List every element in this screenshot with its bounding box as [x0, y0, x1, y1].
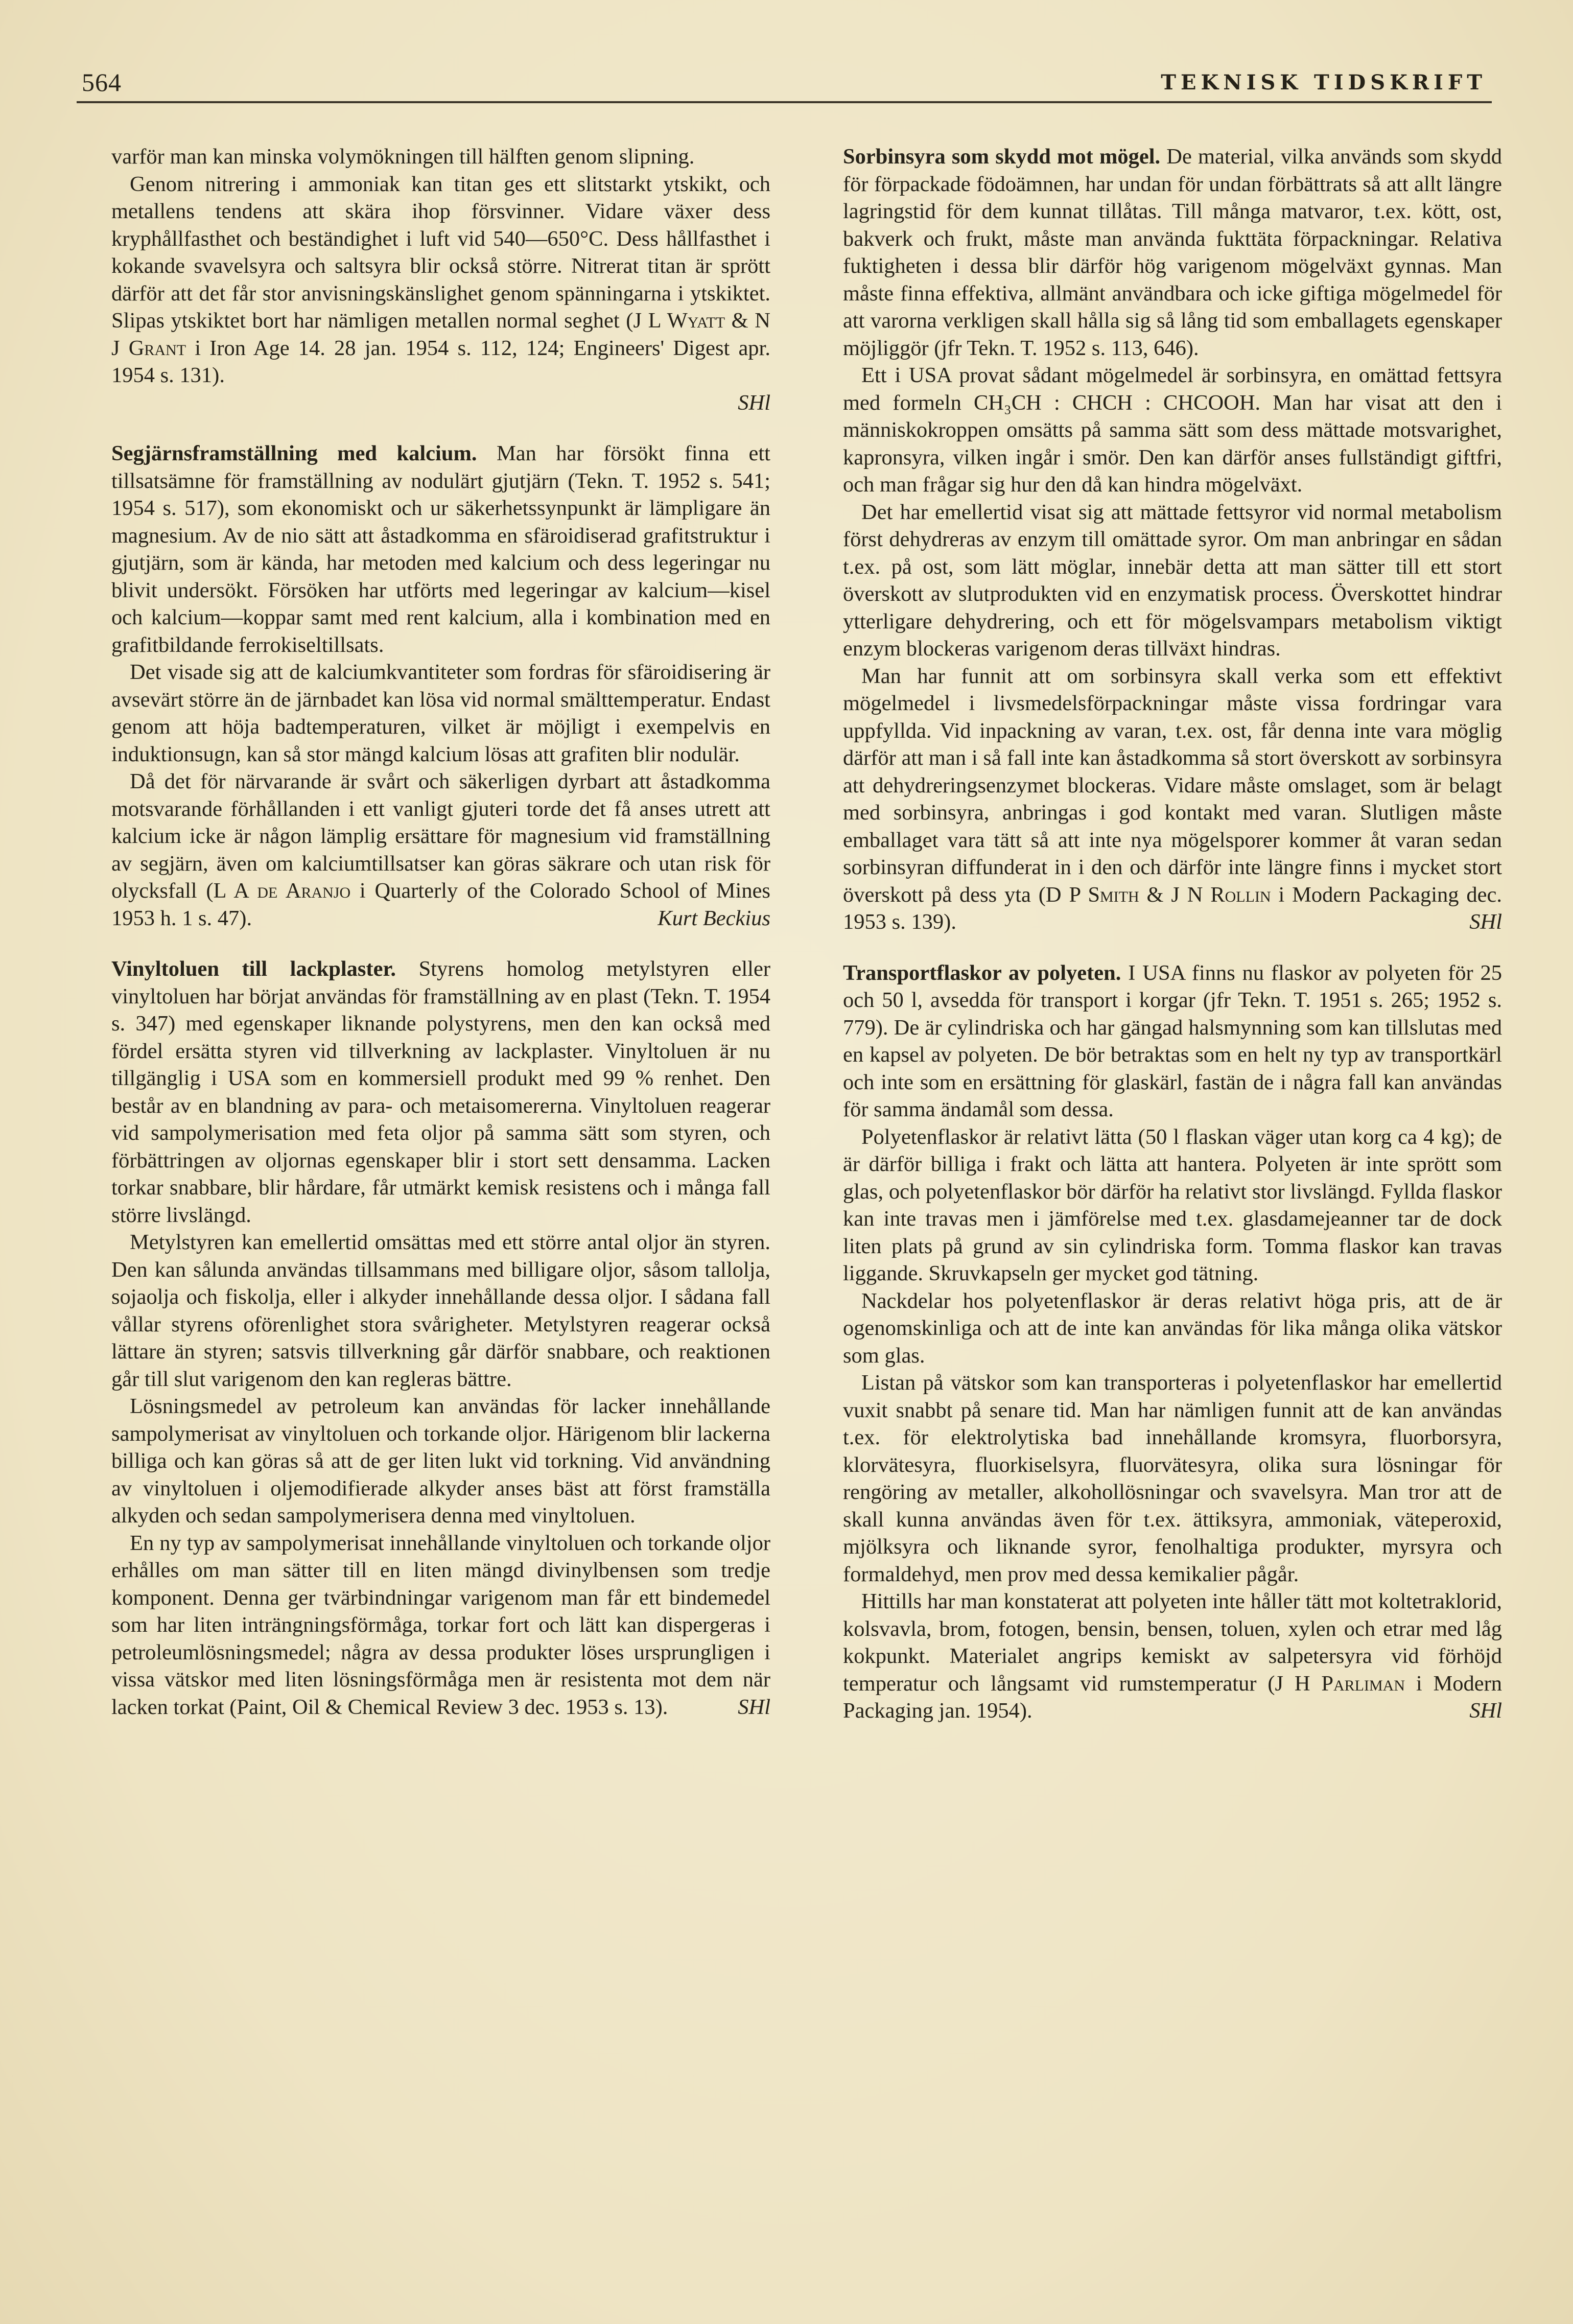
- paragraph-text: Man har försökt finna ett tillsatsämne för framställning av nodulärt gjutjärn (Tekn. T. 1952 s. 541; 1954 s. 517), som ekonomiskt och ur säkerhetssynpunkt är lämpligare än magnesium. Av de nio sätt att åstadkomma en sfäroidiserad grafitstruktur i gjutjärn, som är kända, har metoden med kalcium och dess legeringar nu blivit undersökt. Försöken har utförts med legeringar av kalcium—kisel och kalcium—koppar samt med rent kalcium, alla i kombination med en grafitbildande ferrokiseltillsats.: [111, 441, 770, 657]
- article-titan: [111, 143, 770, 416]
- left-column: [111, 143, 770, 1744]
- paragraph-text: Då det för närvarande är svårt och säkerligen dyrbart att åstadkomma motsvarande förhållanden i ett vanligt gjuteri torde det få anses utrett att kalcium icke är någon lämplig ersättare för magnesium vid framställning av segjärn, även om kalciumtillsatser kan göras säkrare och utan risk för olycksfall (L A: [111, 769, 770, 903]
- paragraph: Det har emellertid visat sig att mättade fettsyror vid normal metabolism först dehydreras av enzym till omättade syror. Om man anbringar en sådan t.ex. på ost, som lätt möglar, innebär detta att man sätter till ett stort överskott av slutprodukten vid en enzymatisk process. Överskottet hindrar ytterligare dehydrering, och ett för mögelsvampars metabolism viktigt enzym blockeras varigenom deras tillväxt hindras.: [843, 500, 1502, 661]
- paragraph: [843, 959, 1502, 1123]
- paragraph-text: i Iron Age 14. 28 jan. 1954 s. 112, 124; Engineers' Digest apr. 1954 s. 131).: [111, 336, 770, 387]
- signature: Kurt Beckius: [658, 906, 770, 930]
- paragraph: Nackdelar hos polyetenflaskor är deras relativt höga pris, att de är ogenomskinliga och att de inte kan användas för lika många olika vätskor som glas.: [843, 1288, 1502, 1368]
- paragraph: [111, 955, 770, 1229]
- article-heading: Segjärnsframställning med kalcium.: [111, 441, 477, 465]
- paragraph: Polyetenflaskor är relativt lätta (50 l flaskan väger utan korg ca 4 kg); de är därför billiga i frakt och lätta att hantera. Polyeten är inte sprött som glas, och polyetenflaskor bör därför ha relativt stor livslängd. Fyllda flaskor kan inte travas men i jämförelse med t.ex. glasdamejeanner tar de dock liten plats på grund av sin cylindriska form. Tomma flaskor kan travas liggande. Skruvkapseln ger mycket god tätning.: [843, 1124, 1502, 1285]
- paragraph: Listan på vätskor som kan transporteras i polyetenflaskor har emellertid vuxit snabbt på senare tid. Man har nämligen funnit att de kan användas t.ex. för elektrolytiska bad innehållande kromsyra, fluorborsyra, klorvätesyra, fluorkiselsyra, fluorvätesyra, olika sura lösningar för rengöring av metaller, alkohollösningar och svavelsyra. Man tror att de skall kunna användas även för t.ex. ättiksyra, ammoniak, väteperoxid, mjölksyra och liknande syror, fenolhaltiga produkter, myrsyra och formaldehyd, men prov med dessa kemikalier pågår.: [843, 1371, 1502, 1586]
- page-header: [77, 60, 1492, 103]
- paragraph: varför man kan minska volymökningen till hälften genom slipning.: [111, 145, 695, 169]
- paragraph: [111, 440, 770, 659]
- paragraph: [843, 143, 1502, 362]
- paragraph: [111, 1530, 770, 1721]
- paragraph-text: & N J: [111, 309, 770, 360]
- paragraph: [843, 1588, 1502, 1725]
- paragraph-text: Hittills har man konstaterat att polyeten inte håller tätt mot koltetraklorid, kolsvavla, brom, fotogen, bensin, bensen, toluen, xylen och etrar med låg kokpunkt. Materialet angrips kemiskt av salpetersyra vid förhöjd temperatur och långsamt vid rumstemperatur (J H: [843, 1589, 1502, 1696]
- article-vinyltoluen: [111, 955, 770, 1721]
- page-number: 564: [82, 68, 122, 97]
- paragraph: Det visade sig att de kalciumkvantiteter som fordras för sfäroidisering är avsevärt större än de järnbadet kan lösa vid normal smälttemperatur. Endast genom att höja badtemperaturen, vilket är möjligt i exempelvis en induktionsugn, kan så stor mängd kalcium lösas att grafiten blir nodulär.: [111, 660, 770, 766]
- paragraph-text: Man har funnit att om sorbinsyra skall verka som ett effektivt mögelmedel i livsmedelsförpackningar måste vissa fordringar vara uppfyllda. Vid inpackning av varan, t.ex. ost, får denna inte vara möglig därför att man i så fall inte kan åstadkomma så stort överskott av sorbinsyra att dehydreringsenzymet blockeras. Vidare måste omslaget, som är belagt med sorbinsyra, anbringas i god kontakt med varan. Slutligen måste emballaget vara tätt så att inte nya mögelsporer kommer åt varan sedan sorbinsyran diffunderat in i den och därför inte längre finns i mycket stort överskott på dess yta (D P: [843, 664, 1502, 907]
- journal-title: TEKNISK TIDSKRIFT: [1161, 71, 1487, 95]
- paragraph-text: i Modern Packaging jan. 1954).: [843, 1671, 1502, 1723]
- signature: SHl: [738, 390, 770, 415]
- paragraph-text: i Modern Packaging dec. 1953 s. 139).: [843, 882, 1502, 934]
- paragraph-text: Styrens homolog metylstyren eller vinyltoluen har börjat användas för framställning av en plast (Tekn. T. 1954 s. 347) med egenskaper liknande polystyrens, men den kan också med fördel ersätta styren vid tillverkning av lackplaster. Vinyltoluen är nu tillgänglig i USA som en kommersiell produkt med 99 % renhet. Den består av en blandning av para- och metaisomererna. Vinyltoluen reagerar vid sampolymerisation med feta oljor på samma sätt som styren, och förbättringen av oljornas egenskaper blir i stort sett densamma. Lacken torkar snabbare, blir hårdare, får utmärkt kemisk resistens och i många fall större livslängd.: [111, 957, 771, 1227]
- right-column: [843, 143, 1502, 1748]
- article-heading: Transportflaskor av polyeten.: [843, 960, 1121, 985]
- signature: SHl: [1469, 1699, 1502, 1723]
- paragraph-text: i Quarterly of the Colorado School of Mines 1953 h. 1 s. 47).: [111, 879, 770, 930]
- paragraph-text: En ny typ av sampolymerisat innehållande vinyltoluen och torkande oljor erhålles om man sätter till en liten mängd divinylbensen som tredje komponent. Denna ger tvärbindningar varigenom man får ett bindemedel som har liten inträngningsförmåga, torkar fort och lätt kan dispergeras i petroleumlösningsmedel; några av dessa produkter löses ursprungligen i vissa vätskor med liten lösningsförmåga men är resistenta mot dem när lacken torkat (Paint, Oil & Chemical Review 3 dec. 1953 s. 13).: [111, 1531, 770, 1719]
- paragraph: [111, 768, 770, 932]
- author-name: Rollin: [1210, 882, 1271, 907]
- paragraph: Metylstyren kan emellertid omsättas med ett större antal oljor än styren. Den kan sålunda användas tillsammans med billigare oljor, såsom tallolja, sojaolja och fiskolja, eller i alkyder innehållande dessa oljor. I sådana fall vållar styrens oförenlighet stora svårigheter. Metylstyren reagerar också lättare än styren; satsvis tillverkning går därför snabbare, och reaktionen går till slut varigenom den kan regleras bättre.: [111, 1230, 770, 1391]
- signature: SHl: [738, 1695, 770, 1719]
- paragraph: Ett i USA provat sådant mögelmedel är sorbinsyra, en omättad fettsyra med formeln CH₃CH : CHCH : CHCOOH. Man har visat att den i människokroppen omsätts på samma sätt som dess mättade motsvarighet, kapronsyra, vilken ingår i smör. Den kan därför anses fullständigt giftfri, och man frågar sig hur den då kan hindra mögelväxt.: [843, 363, 1502, 497]
- paragraph-text: & J N: [1139, 882, 1211, 907]
- author-name: Grant: [128, 336, 186, 360]
- signature: SHl: [1469, 910, 1502, 934]
- paragraph-text: De material, vilka används som skydd för förpackade födoämnen, har undan för undan förbättrats så att allt längre lagringstid för dem kunnat tillåtas. Till många matvaror, t.ex. kött, ost, bakverk och frukt, måste man använda fukttäta förpackningar. Relativa fuktigheten i dessa blir därför hög varigenom mögelväxt gynnas. Man måste finna effektiva, allmänt användbara och icke giftiga mögelmedel för att varorna verkligen skall hålla sig så lång tid som emballagets egenskaper möjliggör (jfr Tekn. T. 1952 s. 113, 646).: [843, 145, 1502, 360]
- paragraph-text: Genom nitrering i ammoniak kan titan ges ett slitstarkt ytskikt, och metallens tendens att skära ihop försvinner. Vidare växer dess kryphållfasthet och beständighet i luft vid 540—650°C. Dess hållfasthet i kokande svavelsyra och saltsyra blir också större. Nitrerat titan är sprött därför att det får stor anvisningskänslighet genom spänningarna i ytskiktet. Slipas ytskiktet bort har nämligen metallen normal seghet (J L: [111, 172, 770, 333]
- article-heading: Sorbinsyra som skydd mot mögel.: [843, 145, 1161, 169]
- author-name: Smith: [1088, 882, 1139, 907]
- article-segjarn: [111, 440, 770, 932]
- paragraph: [111, 171, 770, 389]
- paragraph: Lösningsmedel av petroleum kan användas för lacker innehållande sampolymerisat av vinyltoluen och torkande oljor. Härigenom blir lackerna billiga och kan göras så att de ger liten lukt vid torkning. Vid användning av vinyltoluen i oljemodifierade alkyder anses bäst att först framställa alkyden och sedan sampolymerisera denna med vinyltoluen.: [111, 1394, 770, 1528]
- article-heading: Vinyltoluen till lackplaster.: [111, 957, 396, 981]
- paragraph: [843, 663, 1502, 936]
- article-sorbinsyra: [843, 143, 1502, 936]
- author-name: Wyatt: [667, 309, 725, 333]
- author-name: Parliman: [1321, 1671, 1405, 1696]
- article-transportflaskor: [843, 959, 1502, 1725]
- author-name: de Aranjo: [257, 879, 351, 903]
- paragraph-text: I USA finns nu flaskor av polyeten för 25 och 50 l, avsedda för transport i korgar (jfr Tekn. T. 1951 s. 265; 1952 s. 779). De är cylindriska och har gängad halsmynning som kan tillslutas med en kapsel av polyeten. De bör betraktas som en helt ny typ av transportkärl och inte som en ersättning för glaskärl, fastän de i några fall kan användas för samma ändamål som dessa.: [843, 960, 1502, 1121]
